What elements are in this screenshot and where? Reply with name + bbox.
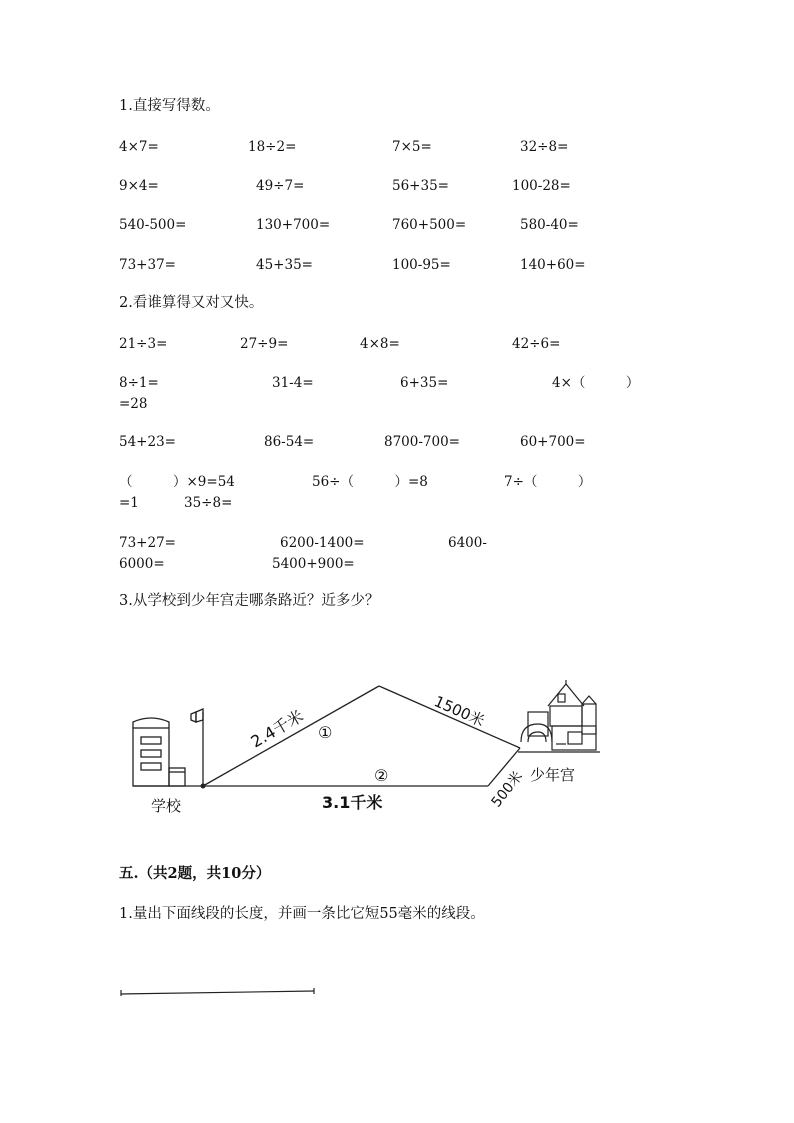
route1-mark: ① <box>318 723 333 742</box>
q3-title: 3.从学校到少年宫走哪条路近？近多少？ <box>119 593 380 609</box>
q1-title: 1.直接写得数。 <box>119 98 220 114</box>
q1-item: 32÷8= <box>520 139 569 155</box>
q2-item: 56÷（ ）=8 <box>312 474 428 490</box>
school-point <box>201 784 206 789</box>
q2-item: 27÷9= <box>240 336 289 352</box>
q2-item-wrap: 6000= <box>119 556 165 572</box>
q2-item: 7÷（ ） <box>504 474 592 490</box>
q1-item: 100-28= <box>512 178 571 194</box>
q1-item: 760+500= <box>392 217 467 233</box>
q2-item: 4×8= <box>360 336 400 352</box>
q1-item: 580-40= <box>520 217 579 233</box>
q2-item: 6400- <box>448 535 487 551</box>
q1-item: 45+35= <box>256 257 313 273</box>
q2-item-wrap: 5400+900= <box>272 556 355 572</box>
q1-item: 49÷7= <box>256 178 305 194</box>
q2-title: 2.看谁算得又对又快。 <box>119 295 264 311</box>
q2-item: 73+27= <box>119 535 176 551</box>
q2-item: 86-54= <box>264 434 315 450</box>
q2-item: 8700-700= <box>384 434 460 450</box>
q1-item: 56+35= <box>392 178 449 194</box>
q2-item-wrap: 35÷8= <box>184 495 233 511</box>
q1-item: 4×7= <box>119 139 159 155</box>
q2-item: 6200-1400= <box>280 535 365 551</box>
q2-item: 60+700= <box>520 434 586 450</box>
q1-item: 18÷2= <box>248 139 297 155</box>
q1-item: 140+60= <box>520 257 586 273</box>
q2-item: 42÷6= <box>512 336 561 352</box>
school-building-icon <box>133 718 205 786</box>
q1-item: 9×4= <box>119 178 159 194</box>
youth-palace-label: 少年宫 <box>530 766 576 784</box>
flag-icon <box>191 709 203 786</box>
q2-item-wrap: =28 <box>119 396 148 412</box>
section5-title: 五.（共2题，共10分） <box>119 865 271 882</box>
route1-distance-label: 2.4千米 <box>247 706 307 752</box>
youth-palace-icon <box>518 680 600 752</box>
q1-item: 100-95= <box>392 257 451 273</box>
q2-item: （ ）×9=54 <box>119 474 235 490</box>
q2-item: 6+35= <box>400 375 449 391</box>
q1-item: 73+37= <box>119 257 176 273</box>
q2-item: 31-4= <box>272 375 314 391</box>
q2-item: 21÷3= <box>119 336 168 352</box>
q2-item: 4×（ ） <box>552 375 640 391</box>
route2-mark: ② <box>374 766 389 785</box>
q1-item: 130+700= <box>256 217 331 233</box>
measure-segment <box>121 988 314 996</box>
route2-distance-label: 3.1千米 <box>322 793 383 812</box>
peak-distance-label: 1500米 <box>431 692 488 731</box>
section5-q1: 1.量出下面线段的长度，并画一条比它短55毫米的线段。 <box>119 906 485 922</box>
q1-item: 7×5= <box>392 139 432 155</box>
short-distance-label: 500米 <box>488 768 527 811</box>
q2-item-wrap: =1 <box>119 495 139 511</box>
q1-item: 540-500= <box>119 217 187 233</box>
school-label: 学校 <box>151 797 182 815</box>
q2-item: 54+23= <box>119 434 176 450</box>
q2-item: 8÷1= <box>119 375 159 391</box>
